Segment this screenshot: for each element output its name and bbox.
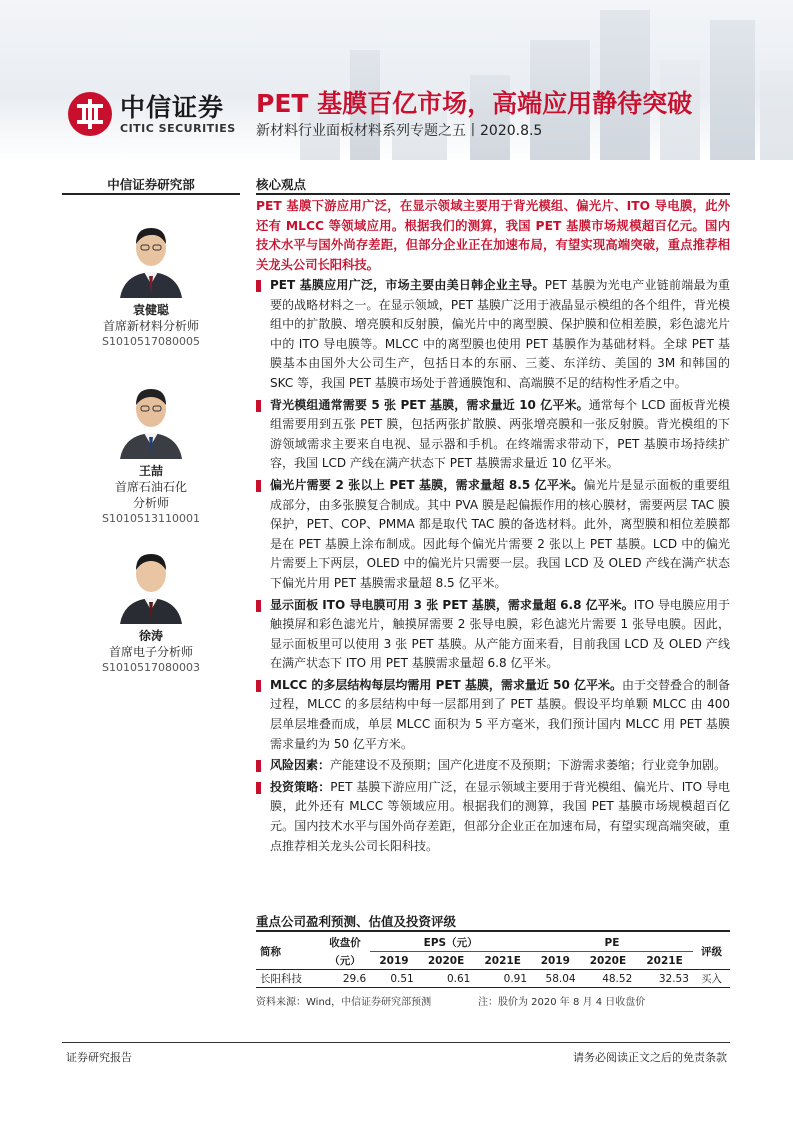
company-logo [68, 92, 236, 136]
analyst-photo [114, 214, 188, 298]
analyst-license-id: S1010517080003 [102, 661, 200, 674]
table-row [256, 970, 730, 988]
table-title: 重点公司盈利预测、估值及投资评级 [256, 914, 457, 929]
col-header-year: 2019 [370, 952, 418, 970]
point-heading: 偏光片需要 2 张以上 PET 基膜，需求量超 8.5 亿平米。 [270, 477, 584, 492]
dept-heading: 中信证券研究部 [107, 177, 195, 192]
analyst-license-id: S1010513110001 [102, 512, 200, 525]
skyline-building [760, 70, 793, 160]
point-body: ITO 导电膜应用于触摸屏和彩色滤光片，触摸屏需要 2 张导电膜，彩色滤光片需要 1 张导电膜。因此，显示面板里可以使用 3 张 PET 基膜。从产能方面来看，目前我国 LCD 及 OLED 产线在满产状态下 ITO 用 PET 基膜需求量超 6.8 亿平米。 [270, 597, 731, 671]
footer-disclaimer: 请务必阅读正文之后的免责条款 [573, 1051, 727, 1064]
point-body: PET 基膜下游应用广泛，在显示领域主要用于背光模组、偏光片、ITO 导电膜，此外还有 MLCC 等领域应用。根据我们的测算，我国 PET 基膜市场规模超百亿元。国内技术水平与国外尚存差距，但部分企业正在加速布局，有望实现高端突破，重点推荐相关龙头公司长阳科技。 [270, 779, 730, 853]
bullet-marker [256, 280, 261, 292]
col-header-year: 2020E [418, 952, 475, 970]
report-title: PET 基膜百亿市场，高端应用静待突破 [256, 89, 693, 118]
bullet-marker [256, 782, 261, 794]
key-points-list [256, 276, 730, 858]
col-header-price-unit: （元） [320, 952, 370, 970]
bullet-marker [256, 400, 261, 412]
analyst-name: 徐涛 [138, 629, 163, 643]
skyline-building [710, 20, 755, 160]
analyst-card [62, 540, 240, 676]
table-source: 资料来源：Wind，中信证券研究部预测 [256, 997, 432, 1008]
cell-pe: 58.04 [531, 970, 580, 988]
analyst-card [62, 375, 240, 527]
point-body: 偏光片是显示面板的重要组成部分，由多张膜复合制成。其中 PVA 膜是起偏振作用的核心膜材，需要两层 TAC 膜保护，PET、COP、PMMA 都是取代 TAC 膜的备选材料。此外，离型膜和相位差膜都是在 PET 基膜上涂布制成。因此每个偏光片需要 2 张以上 PET 基膜。LCD 中的偏光片需要上下两层，OLED 中的偏光片只需要一层。我国 LCD 及 OLED 产线在满产状态下偏光片用 PET 基膜需求量超 8.5 亿平米。 [270, 477, 730, 590]
col-header-eps: EPS（元） [370, 934, 531, 952]
cell-company: 长阳科技 [256, 970, 320, 988]
bullet-marker [256, 680, 261, 692]
col-header-year: 2021E [636, 952, 693, 970]
list-item [256, 276, 730, 394]
analyst-name: 袁健聪 [132, 303, 169, 317]
point-body: 由于交替叠合的制备过程，MLCC 的多层结构中每一层都用到了 PET 基膜。假设平均单颗 MLCC 由 400 层单层堆叠而成，单层 MLCC 面积为 5 平方毫米，我们预计国内 MLCC 用 PET 基膜需求量约为 50 亿平方米。 [270, 677, 730, 751]
list-item [256, 396, 730, 474]
analyst-photo [114, 375, 188, 459]
point-body: 通常每个 LCD 面板背光模组需要用到五张 PET 膜，包括两张扩散膜、两张增亮膜和一张反射膜。背光模组的下游领域需求主要来自电视、显示器和手机。在终端需求带动下，PET 基膜市场持续扩容，我国 LCD 产线在满产状态下 PET 基膜需求量近 10 亿平米。 [270, 397, 731, 471]
cell-pe: 48.52 [580, 970, 637, 988]
footer-label: 证券研究报告 [66, 1051, 132, 1064]
col-header-year: 2019 [531, 952, 580, 970]
bullet-marker [256, 600, 261, 612]
cell-eps: 0.91 [474, 970, 531, 988]
list-item [256, 778, 730, 856]
lead-summary: PET 基膜下游应用广泛，在显示领域主要用于背光模组、偏光片、ITO 导电膜，此外还有 MLCC 等领域应用。根据我们的测算，我国 PET 基膜市场规模超百亿元。国内技术水平与国外尚存差距，但部分企业正在加速布局，有望实现高端突破，重点推荐相关龙头公司长阳科技。 [256, 199, 730, 272]
report-subtitle: 新材料行业面板材料系列专题之五丨2020.8.5 [256, 123, 543, 139]
analyst-card [62, 214, 240, 350]
cell-price: 29.6 [320, 970, 370, 988]
col-header-rating: 评级 [693, 934, 730, 970]
point-heading: 风险因素： [270, 758, 331, 773]
divider [62, 193, 240, 195]
table-note: 注：股价为 2020 年 8 月 4 日收盘价 [478, 997, 646, 1008]
analyst-title: 首席新材料分析师 [102, 319, 199, 333]
forecast-table [256, 934, 730, 988]
analyst-name: 王喆 [138, 464, 163, 478]
table-subheader-row [256, 952, 730, 970]
list-item [256, 476, 730, 594]
cell-eps: 0.61 [418, 970, 475, 988]
analyst-title-line2: 分析师 [132, 496, 169, 510]
col-header-price: 收盘价 [329, 937, 361, 950]
divider [256, 930, 730, 932]
point-heading: 投资策略： [270, 779, 331, 794]
list-item [256, 596, 730, 674]
analyst-photo [114, 540, 188, 624]
core-view-heading: 核心观点 [256, 177, 307, 192]
point-heading: PET 基膜应用广泛，市场主要由美日韩企业主导。 [270, 278, 545, 292]
col-header-name: 简称 [256, 934, 320, 970]
point-body: PET 基膜为光电产业链前端最为重要的战略材料之一。在显示领域，PET 基膜广泛用于液晶显示模组的各个组件，背光模组中的扩散膜、增亮膜和反射膜，偏光片中的离型膜、保护膜和位相差膜，彩色滤光片中的 ITO 导电膜等。MLCC 中的离型膜也使用 PET 基膜作为基础材料。全球 PET 基膜基本由国外大公司生产，包括日本的东丽、三菱、东洋纺、美国的 3M 和韩国的 SKC 等，我国 PET 基膜市场处于普通膜饱和、高端膜不足的结构性矛盾之中。 [270, 278, 730, 390]
col-header-pe: PE [531, 934, 693, 952]
point-body: 产能建设不及预期；国产化进度不及预期；下游需求萎缩；行业竞争加剧。 [330, 758, 727, 773]
cell-eps: 0.51 [370, 970, 418, 988]
footer-divider [62, 1042, 730, 1043]
point-heading: 显示面板 ITO 导电膜可用 3 张 PET 基膜，需求量超 6.8 亿平米。 [270, 597, 634, 612]
citic-logo-icon [68, 92, 112, 136]
list-item [256, 676, 730, 754]
logo-cn-text: 中信证券 [120, 92, 225, 122]
point-heading: MLCC 的多层结构每层均需用 PET 基膜，需求量近 50 亿平米。 [270, 677, 622, 692]
analyst-license-id: S1010517080005 [102, 335, 200, 348]
analyst-title: 首席电子分析师 [108, 645, 193, 659]
cell-pe: 32.53 [636, 970, 693, 988]
logo-en-text: CITIC SECURITIES [120, 121, 236, 135]
bullet-marker [256, 760, 261, 772]
analyst-title: 首席石油石化 [114, 480, 187, 494]
list-item [256, 756, 730, 776]
col-header-year: 2021E [474, 952, 531, 970]
table-header-row [256, 934, 730, 952]
cell-rating: 买入 [693, 970, 730, 988]
divider [256, 193, 730, 195]
col-header-year: 2020E [580, 952, 637, 970]
bullet-marker [256, 480, 261, 492]
point-heading: 背光模组通常需要 5 张 PET 基膜，需求量近 10 亿平米。 [270, 397, 589, 412]
